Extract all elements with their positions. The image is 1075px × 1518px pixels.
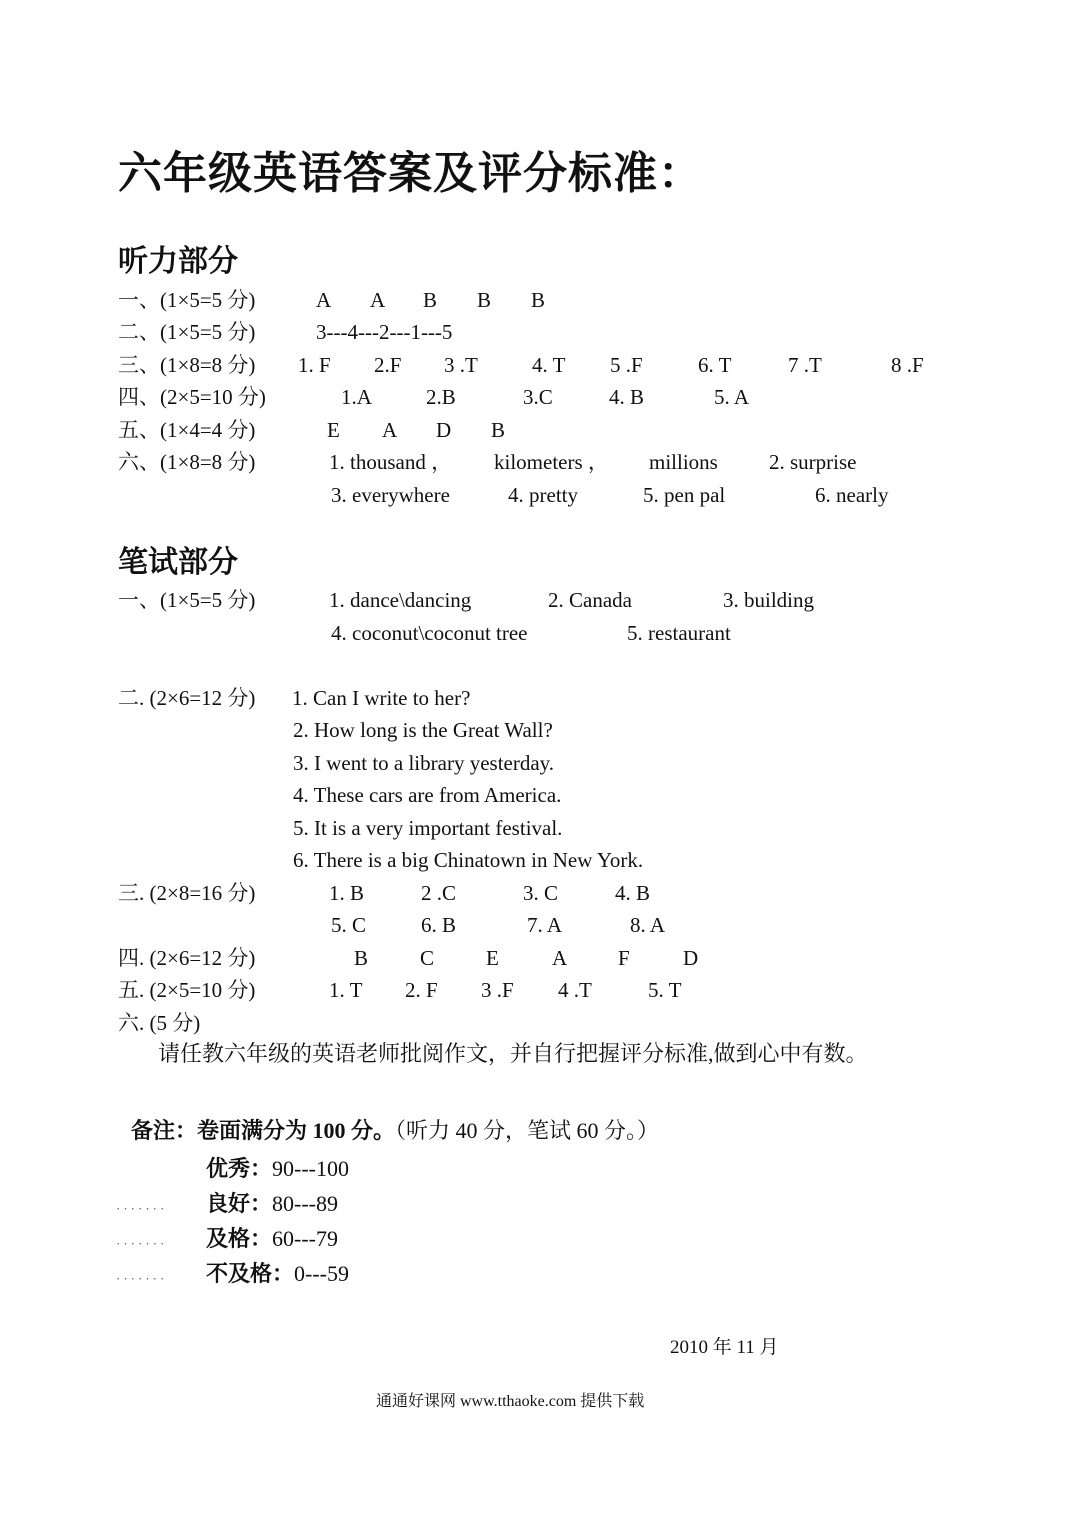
written-q2-answer-2: 2. How long is the Great Wall?	[293, 718, 553, 742]
listening-q2-answer: 3---4---2---1---5	[316, 320, 453, 344]
listening-q6-answer-8: 6. nearly	[815, 483, 889, 507]
listening-q3-answer-4: 4. T	[532, 353, 566, 377]
listening-q6-label: 六、(1×8=8 分)	[118, 450, 256, 474]
written-q3-answer-5: 5. C	[331, 913, 367, 937]
document-date: 2010 年 11 月	[670, 1337, 779, 1358]
listening-q6-answer-3: millions	[649, 450, 718, 474]
written-q2-label: 二. (2×6=12 分)	[118, 686, 256, 710]
listening-q3-label: 三、(1×8=8 分)	[118, 353, 256, 377]
written-q2-answer-5: 5. It is a very important festival.	[293, 816, 563, 840]
written-q1-answer-1: 1. dance\dancing	[329, 588, 472, 612]
written-q2-answer-1: 1. Can I write to her?	[292, 686, 471, 710]
listening-q1-answer-5: B	[531, 288, 546, 312]
listening-q3-answer-8: 8 .F	[891, 353, 924, 377]
listening-q6-answer-7: 5. pen pal	[643, 483, 726, 507]
written-q4-answer-2: C	[420, 946, 435, 970]
grade-pass-range: 60---79	[272, 1226, 338, 1251]
listening-q3-answer-2: 2.F	[374, 353, 402, 377]
listening-q6-answer-2: kilometers ，	[494, 450, 609, 474]
written-q6-label: 六. (5 分)	[118, 1011, 201, 1035]
page-title: 六年级英语答案及评分标准：	[118, 149, 703, 198]
listening-q6-answer-6: 4. pretty	[508, 483, 578, 507]
written-q1-label: 一、(1×5=5 分)	[118, 588, 256, 612]
listening-q2-label: 二、(1×5=5 分)	[118, 320, 256, 344]
listening-q1-answer-1: A	[316, 288, 332, 312]
written-q6-text: 请任教六年级的英语老师批阅作文，并自行把握评分标准,做到心中有数。	[158, 1041, 868, 1066]
remarks-paren: （听力 40 分，笔试 60 分。）	[395, 1118, 660, 1143]
written-q3-answer-8: 8. A	[630, 913, 666, 937]
written-q3-answer-2: 2 .C	[421, 881, 457, 905]
listening-q5-answer-1: E	[327, 418, 340, 442]
grade-pass	[206, 1228, 338, 1250]
listening-q1-answer-2: A	[370, 288, 386, 312]
written-q3-answer-4: 4. B	[615, 881, 651, 905]
listening-q6-answer-5: 3. everywhere	[331, 483, 450, 507]
written-heading: 笔试部分	[118, 546, 238, 579]
grade-good	[206, 1193, 338, 1215]
grade-excellent-range: 90---100	[272, 1156, 349, 1181]
written-q2-answer-6: 6. There is a big Chinatown in New York.	[293, 848, 644, 872]
grade-fail-label: 不及格：	[206, 1261, 295, 1286]
listening-q1-label: 一、(1×5=5 分)	[118, 288, 256, 312]
listening-q6-answer-4: 2. surprise	[769, 450, 857, 474]
written-q3-answer-6: 6. B	[421, 913, 457, 937]
written-q1-answer-4: 4. coconut\coconut tree	[331, 621, 528, 645]
grade-fail	[206, 1263, 349, 1285]
written-q1-answer-2: 2. Canada	[548, 588, 632, 612]
written-q4-answer-6: D	[683, 946, 699, 970]
listening-q5-answer-4: B	[491, 418, 506, 442]
written-q4-answer-4: A	[552, 946, 568, 970]
listening-q1-answer-3: B	[423, 288, 438, 312]
listening-q1-answer-4: B	[477, 288, 492, 312]
written-q5-answer-1: 1. T	[329, 978, 363, 1002]
written-q3-answer-3: 3. C	[523, 881, 559, 905]
written-q5-label: 五. (2×5=10 分)	[118, 978, 256, 1002]
written-q1-answer-5: 5. restaurant	[627, 621, 731, 645]
written-q4-label: 四. (2×6=12 分)	[118, 946, 256, 970]
written-q5-answer-4: 4 .T	[558, 978, 592, 1002]
remarks-lead: 备注：卷面满分为 100 分。	[131, 1118, 396, 1143]
listening-q3-answer-1: 1. F	[298, 353, 331, 377]
grade-excellent-label: 优秀：	[206, 1156, 273, 1181]
listening-q3-answer-5: 5 .F	[610, 353, 643, 377]
listening-q5-label: 五、(1×4=4 分)	[118, 418, 256, 442]
listening-q4-answer-2: 2.B	[426, 385, 456, 409]
dot-leader: ·······	[116, 1201, 168, 1216]
written-q2-answer-4: 4. These cars are from America.	[293, 783, 562, 807]
written-q4-answer-5: F	[618, 946, 630, 970]
grade-fail-range: 0---59	[294, 1261, 349, 1286]
listening-q3-answer-6: 6. T	[698, 353, 732, 377]
written-q3-answer-7: 7. A	[527, 913, 563, 937]
written-q1-answer-3: 3. building	[723, 588, 815, 612]
listening-q3-answer-7: 7 .T	[788, 353, 822, 377]
listening-q4-answer-5: 5. A	[714, 385, 750, 409]
listening-q3-answer-3: 3 .T	[444, 353, 478, 377]
written-q3-answer-1: 1. B	[329, 881, 365, 905]
written-q5-answer-5: 5. T	[648, 978, 682, 1002]
footer-credit: 通通好课网 www.tthaoke.com 提供下载	[376, 1393, 645, 1410]
remarks-line	[131, 1120, 659, 1142]
listening-heading: 听力部分	[118, 245, 238, 278]
written-q4-answer-3: E	[486, 946, 499, 970]
listening-q5-answer-2: A	[382, 418, 398, 442]
written-q2-answer-3: 3. I went to a library yesterday.	[293, 751, 555, 775]
listening-q4-answer-4: 4. B	[609, 385, 645, 409]
listening-q4-answer-1: 1.A	[341, 385, 372, 409]
listening-q4-answer-3: 3.C	[523, 385, 553, 409]
written-q4-answer-1: B	[354, 946, 369, 970]
written-q5-answer-2: 2. F	[405, 978, 438, 1002]
grade-excellent	[206, 1158, 349, 1180]
dot-leader: ·······	[116, 1271, 168, 1286]
grade-good-label: 良好：	[206, 1191, 273, 1216]
grade-pass-label: 及格：	[206, 1226, 273, 1251]
listening-q6-answer-1: 1. thousand ，	[329, 450, 453, 474]
written-q5-answer-3: 3 .F	[481, 978, 514, 1002]
dot-leader: ·······	[116, 1236, 168, 1251]
written-q3-label: 三. (2×8=16 分)	[118, 881, 256, 905]
grade-good-range: 80---89	[272, 1191, 338, 1216]
listening-q4-label: 四、(2×5=10 分)	[118, 385, 266, 409]
listening-q5-answer-3: D	[436, 418, 452, 442]
